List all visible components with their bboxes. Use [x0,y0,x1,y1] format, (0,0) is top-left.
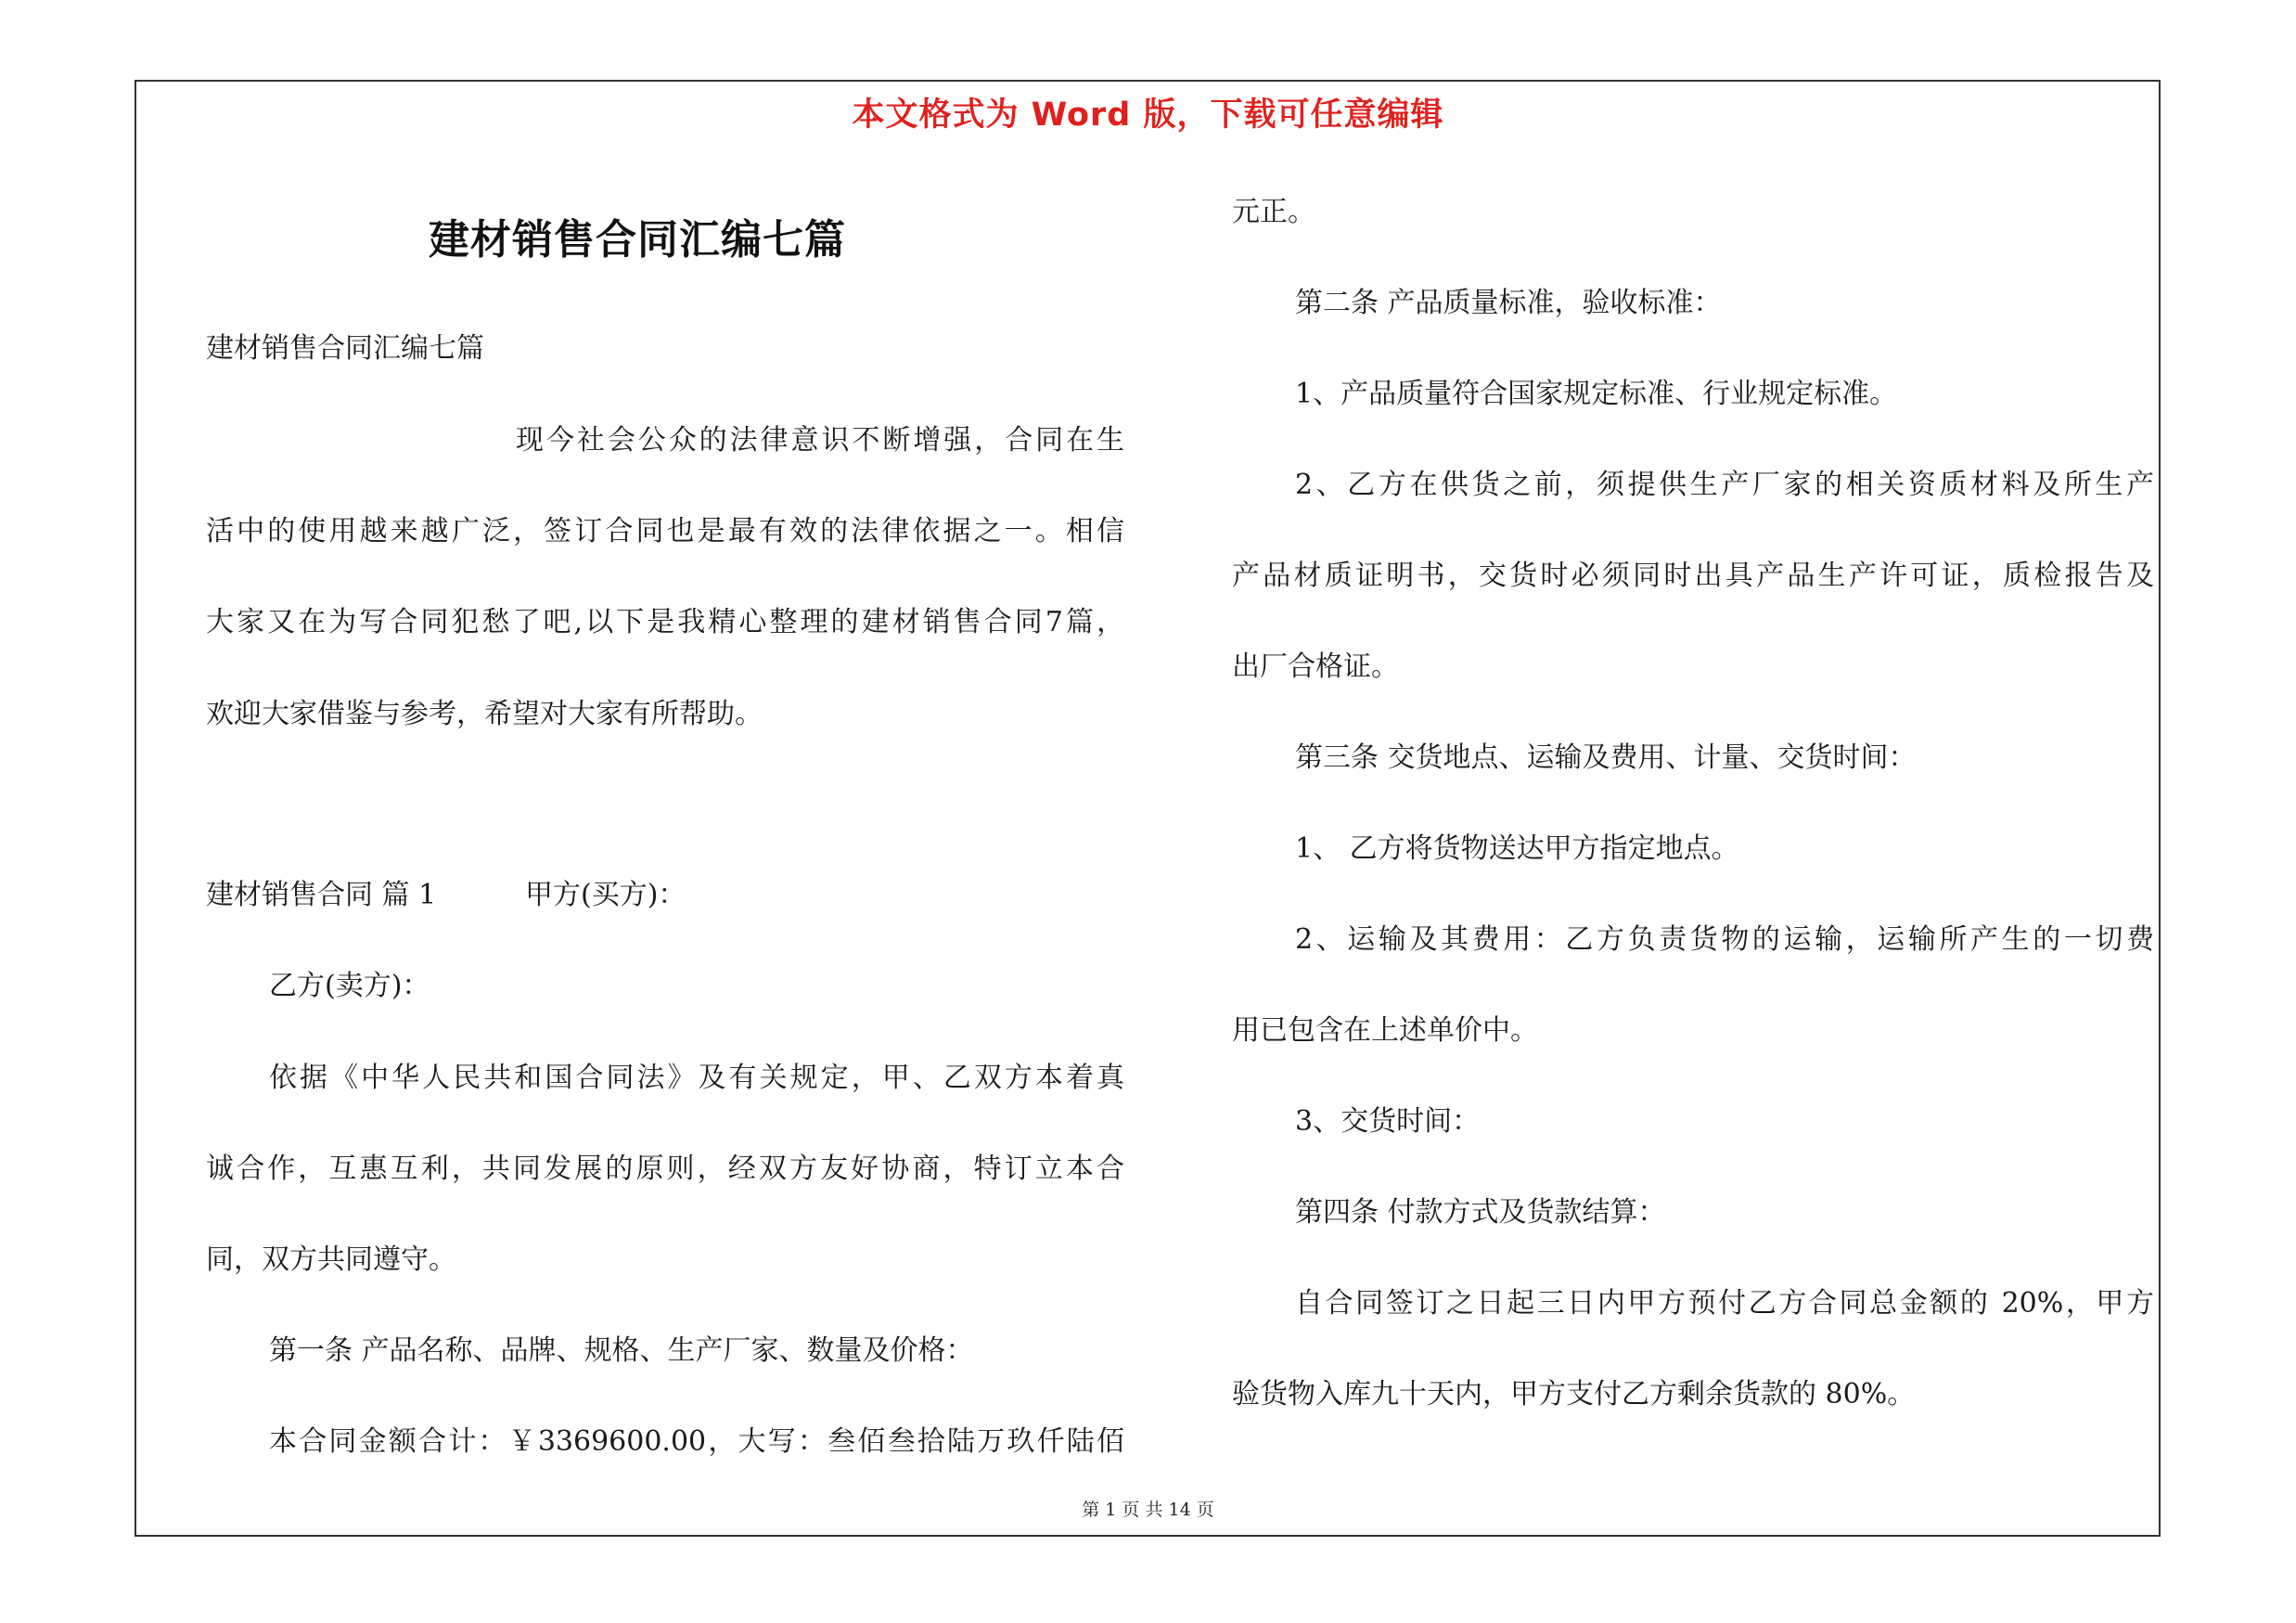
intro-line-1 [516,422,1124,459]
article-4-line-1-text: 自合同签订之日起三日内甲方预付乙方合同总金额的 20%，甲方 [1295,1287,2154,1320]
format-banner: 本文格式为 Word 版，下载可任意编辑 [852,97,1444,134]
intro-line-4: 欢迎大家借鉴与参考，希望对大家有所帮助。 [206,698,763,730]
party-b: 乙方(卖方)： [269,970,430,1002]
article-4-line-2: 验货物入库九十天内，甲方支付乙方剩余货款的 80%。 [1232,1378,1916,1410]
article-3-item-3: 3、交货时间： [1295,1105,1481,1138]
intro-line-1-text: 现今社会公众的法律意识不断增强，合同在生 [516,424,1124,457]
article-4: 第四条 付款方式及货款结算： [1295,1196,1666,1229]
intro-line-2 [206,513,1124,550]
intro-line-3-text: 大家又在为写合同犯愁了吧,以下是我精心整理的建材销售合同7篇， [206,606,1124,638]
article-2-item-2-line-1 [1295,467,2154,504]
basis-line-1-text: 依据《中华人民共和国合同法》及有关规定，甲、乙双方本着真 [269,1062,1124,1094]
basis-line-2 [206,1151,1124,1188]
article-2-item-2-line-1-text: 2、乙方在供货之前，须提供生产厂家的相关资质材料及所生产 [1295,469,2154,501]
article-2-item-1: 1、产品质量符合国家规定标准、行业规定标准。 [1295,378,1898,410]
article-3-item-2-line-2: 用已包含在上述单价中。 [1232,1014,1538,1047]
basis-line-2-text: 诚合作，互惠互利，共同发展的原则，经双方友好协商，特订立本合 [206,1153,1124,1185]
subtitle: 建材销售合同汇编七篇 [206,332,484,365]
section-heading: 建材销售合同 篇 1 [206,879,437,911]
amount-line-text: 本合同金额合计：￥3369600.00，大写：叁佰叁拾陆万玖仟陆佰 [269,1425,1124,1458]
article-4-line-1 [1295,1285,2154,1322]
amount-continuation: 元正。 [1232,196,1315,228]
article-1: 第一条 产品名称、品牌、规格、生产厂家、数量及价格： [269,1334,974,1367]
article-2-item-2-line-3: 出厂合格证。 [1232,650,1399,683]
article-3-item-2-line-1-text: 2、运输及其费用：乙方负责货物的运输，运输所产生的一切费 [1295,923,2154,956]
basis-line-3: 同，双方共同遵守。 [206,1243,456,1276]
party-a: 甲方(买方)： [525,879,686,911]
intro-line-2-text: 活中的使用越来越广泛，签订合同也是最有效的法律依据之一。相信 [206,515,1124,547]
page-footer: 第 1 页 共 14 页 [1082,1500,1214,1520]
article-3-item-2-line-1 [1295,921,2154,959]
article-2-item-2-line-2-text: 产品材质证明书，交货时必须同时出具产品生产许可证，质检报告及 [1232,560,2154,592]
intro-line-3 [206,604,1124,641]
article-2-item-2-line-2 [1232,558,2154,595]
document-title: 建材销售合同汇编七篇 [429,216,846,264]
article-2: 第二条 产品质量标准，验收标准： [1295,287,1722,319]
article-3: 第三条 交货地点、运输及费用、计量、交货时间： [1295,741,1917,774]
basis-line-1 [269,1060,1124,1097]
article-3-item-1: 1、 乙方将货物送达甲方指定地点。 [1295,832,1739,865]
amount-line [269,1423,1124,1461]
